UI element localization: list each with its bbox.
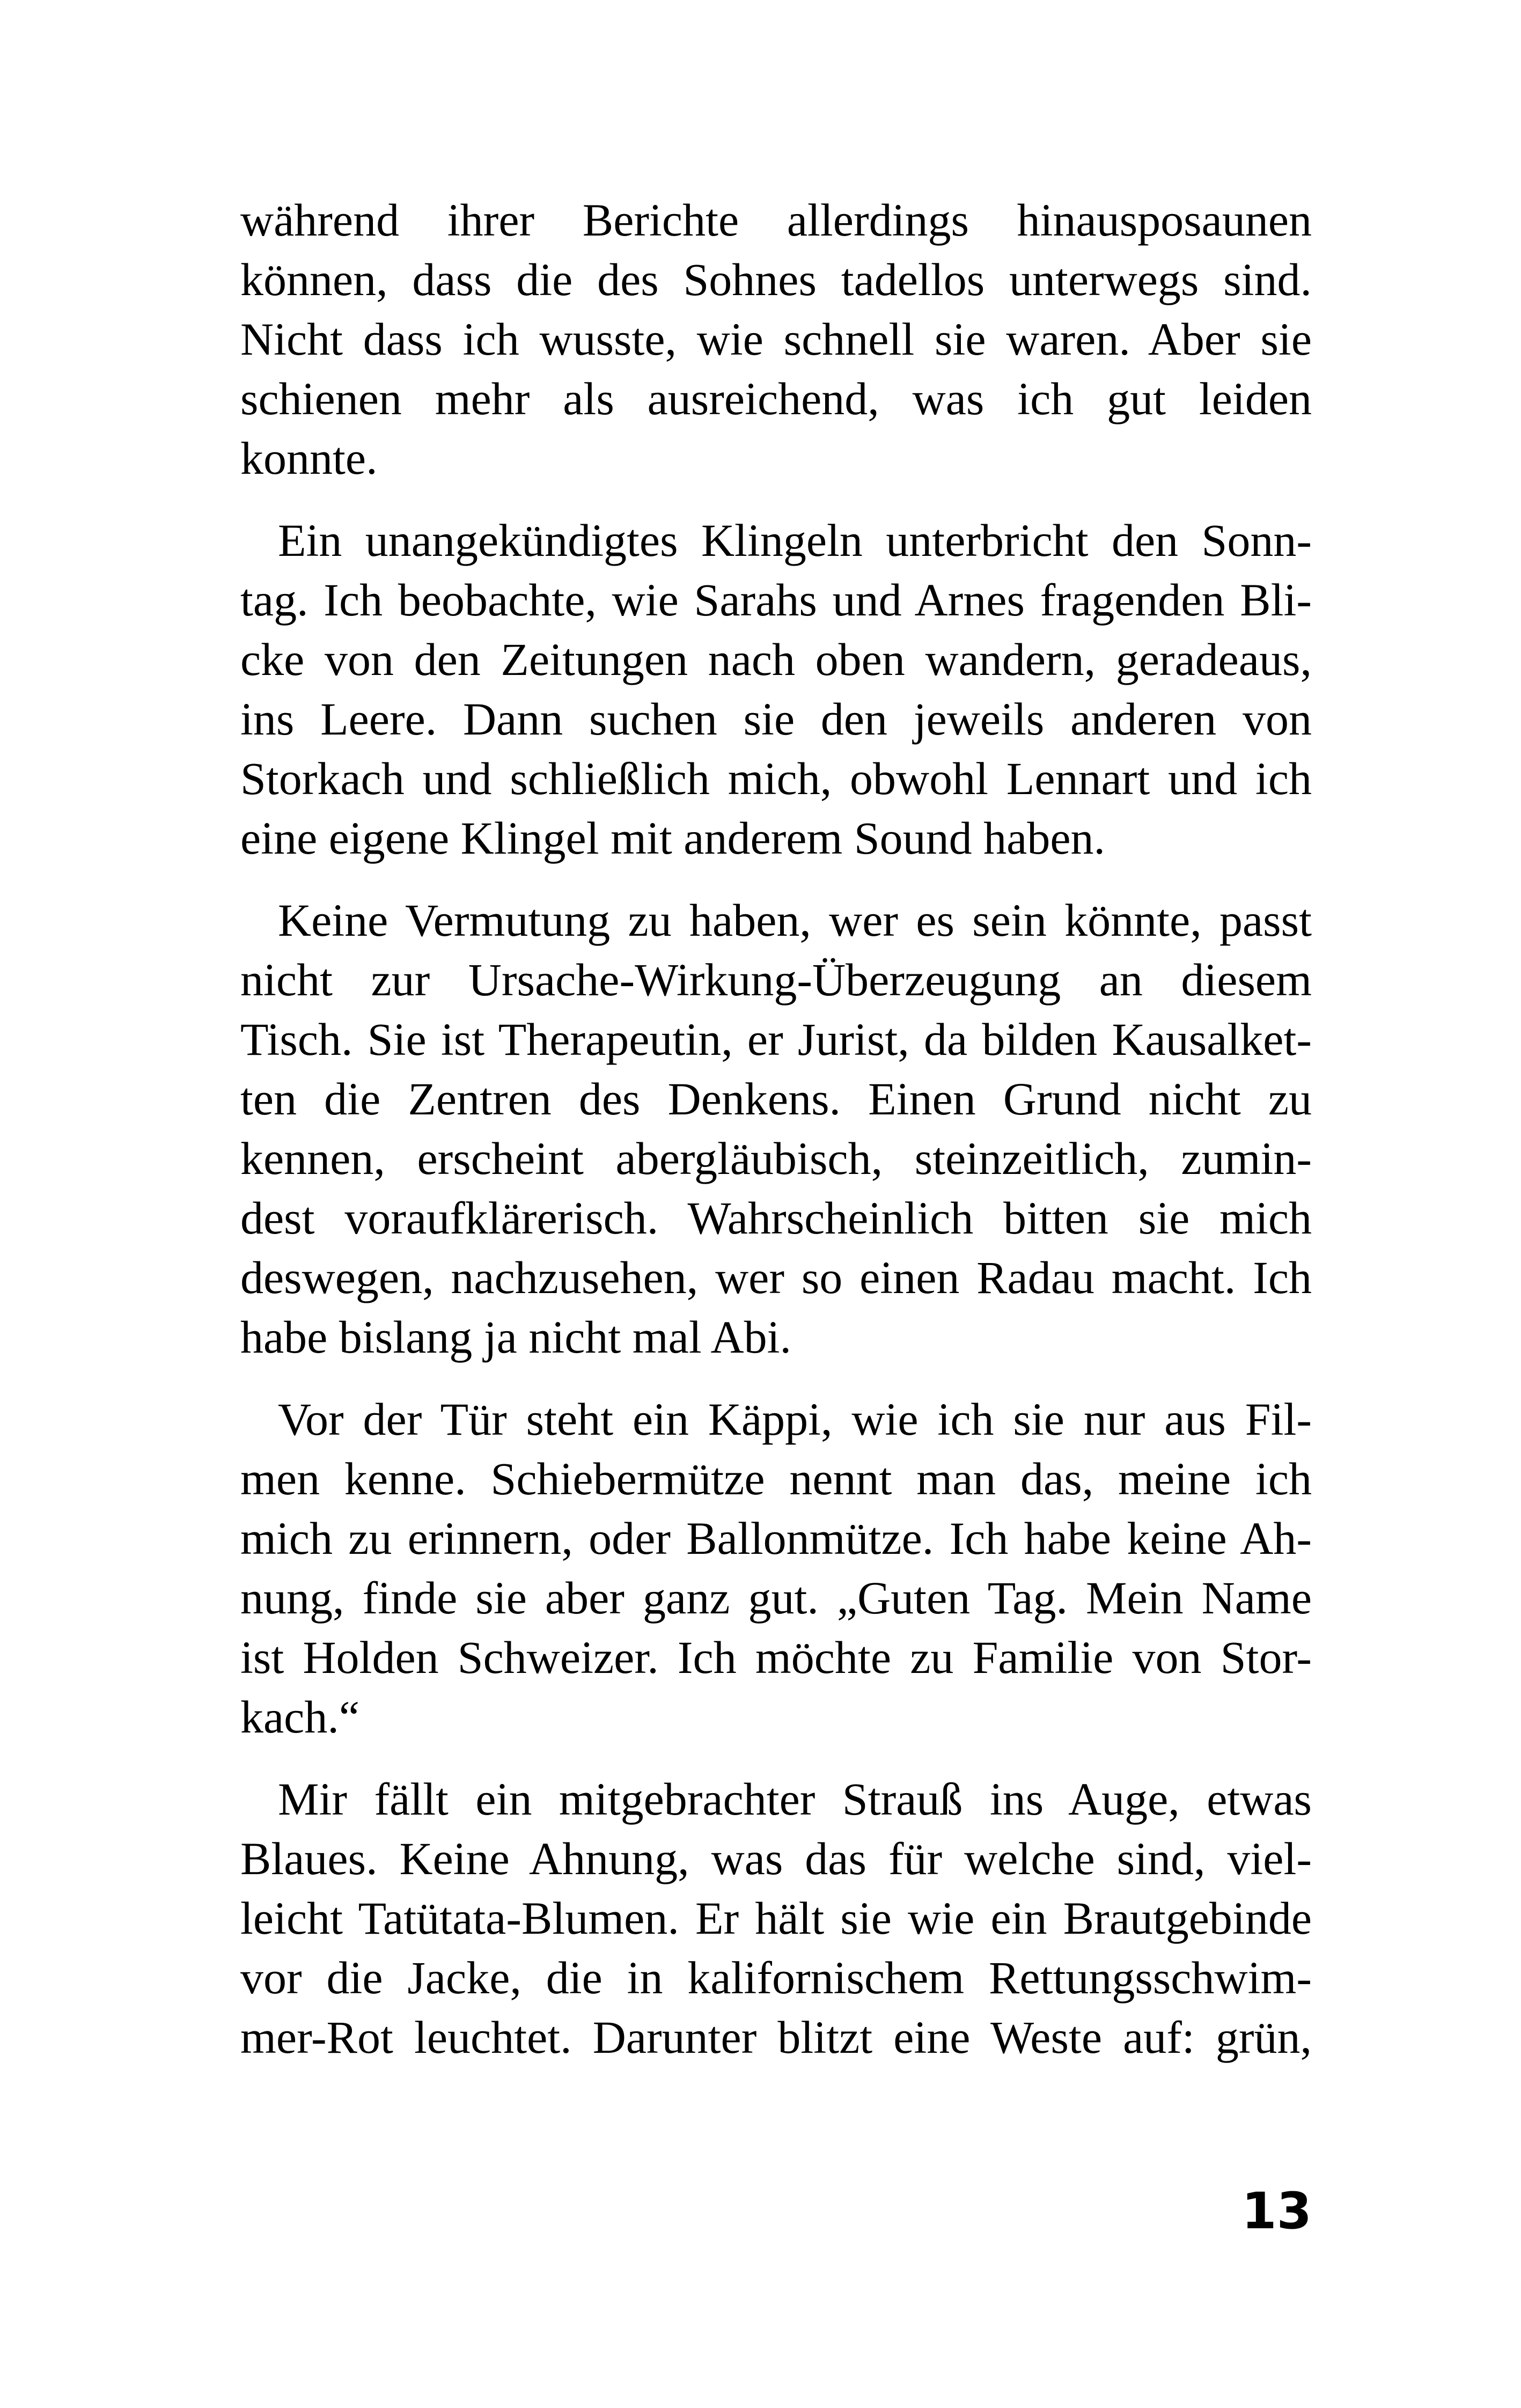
text-line: deswegen, nachzusehen, wer so einen Radau macht. Ich (240, 1252, 1312, 1303)
paragraph (240, 1770, 1312, 2067)
text-line: Blaues. Keine Ahnung, was das für welche sind, viel- (240, 1833, 1312, 1884)
paragraph (240, 511, 1312, 868)
text-line: konnte. (240, 432, 378, 484)
text-line: nicht zur Ursache-Wirkung-Überzeugung an diesem (240, 954, 1312, 1005)
text-line: dest voraufklärerisch. Wahrscheinlich bitten sie mich (240, 1192, 1312, 1244)
text-line: habe bislang ja nicht mal Abi. (240, 1311, 792, 1363)
text-line: Storkach und schließlich mich, obwohl Lennart und ich (240, 753, 1312, 804)
text-line: während ihrer Berichte allerdings hinausposaunen (240, 194, 1312, 246)
page-number: 13 (1241, 2182, 1312, 2241)
text-line: kach.“ (240, 1691, 360, 1743)
text-line: Mir fällt ein mitgebrachter Strauß ins Auge, etwas (278, 1773, 1312, 1825)
text-line: mer-Rot leuchtet. Darunter blitzt eine Weste auf: grün, (240, 2011, 1312, 2063)
paragraph (240, 190, 1312, 488)
text-line: Keine Vermutung zu haben, wer es sein könnte, passt (278, 894, 1312, 946)
text-line: leicht Tatütata-Blumen. Er hält sie wie ein Brautgebinde (240, 1892, 1312, 1944)
paragraph (240, 891, 1312, 1367)
text-line: Tisch. Sie ist Therapeutin, er Jurist, da bilden Kausalket- (240, 1014, 1312, 1065)
text-line: cke von den Zeitungen nach oben wandern, geradeaus, (240, 634, 1312, 685)
text-line: eine eigene Klingel mit anderem Sound haben. (240, 812, 1105, 864)
text-line: können, dass die des Sohnes tadellos unterwegs sind. (240, 254, 1312, 305)
text-line: tag. Ich beobachte, wie Sarahs und Arnes fragenden Bli- (240, 574, 1312, 626)
text-line: ist Holden Schweizer. Ich möchte zu Familie von Stor- (240, 1632, 1312, 1683)
text-line: vor die Jacke, die in kalifornischem Rettungsschwim- (240, 1952, 1312, 2003)
text-line: Vor der Tür steht ein Käppi, wie ich sie nur aus Fil- (278, 1393, 1312, 1445)
paragraph (240, 1390, 1312, 1747)
text-line: ten die Zentren des Denkens. Einen Grund nicht zu (240, 1073, 1312, 1125)
text-line: men kenne. Schiebermütze nennt man das, meine ich (240, 1453, 1312, 1504)
text-line: nung, finde sie aber ganz gut. „Guten Tag. Mein Name (240, 1572, 1312, 1624)
text-line: schienen mehr als ausreichend, was ich gut leiden (240, 373, 1312, 424)
text-line: kennen, erscheint abergläubisch, steinzeitlich, zumin- (240, 1133, 1312, 1184)
text-line: Ein unangekündigtes Klingeln unterbricht den Sonn- (278, 515, 1312, 566)
text-line: Nicht dass ich wusste, wie schnell sie waren. Aber sie (240, 313, 1312, 365)
body-text (240, 190, 1312, 2090)
text-line: ins Leere. Dann suchen sie den jeweils anderen von (240, 693, 1312, 745)
text-line: mich zu erinnern, oder Ballonmütze. Ich habe keine Ah- (240, 1513, 1312, 1564)
